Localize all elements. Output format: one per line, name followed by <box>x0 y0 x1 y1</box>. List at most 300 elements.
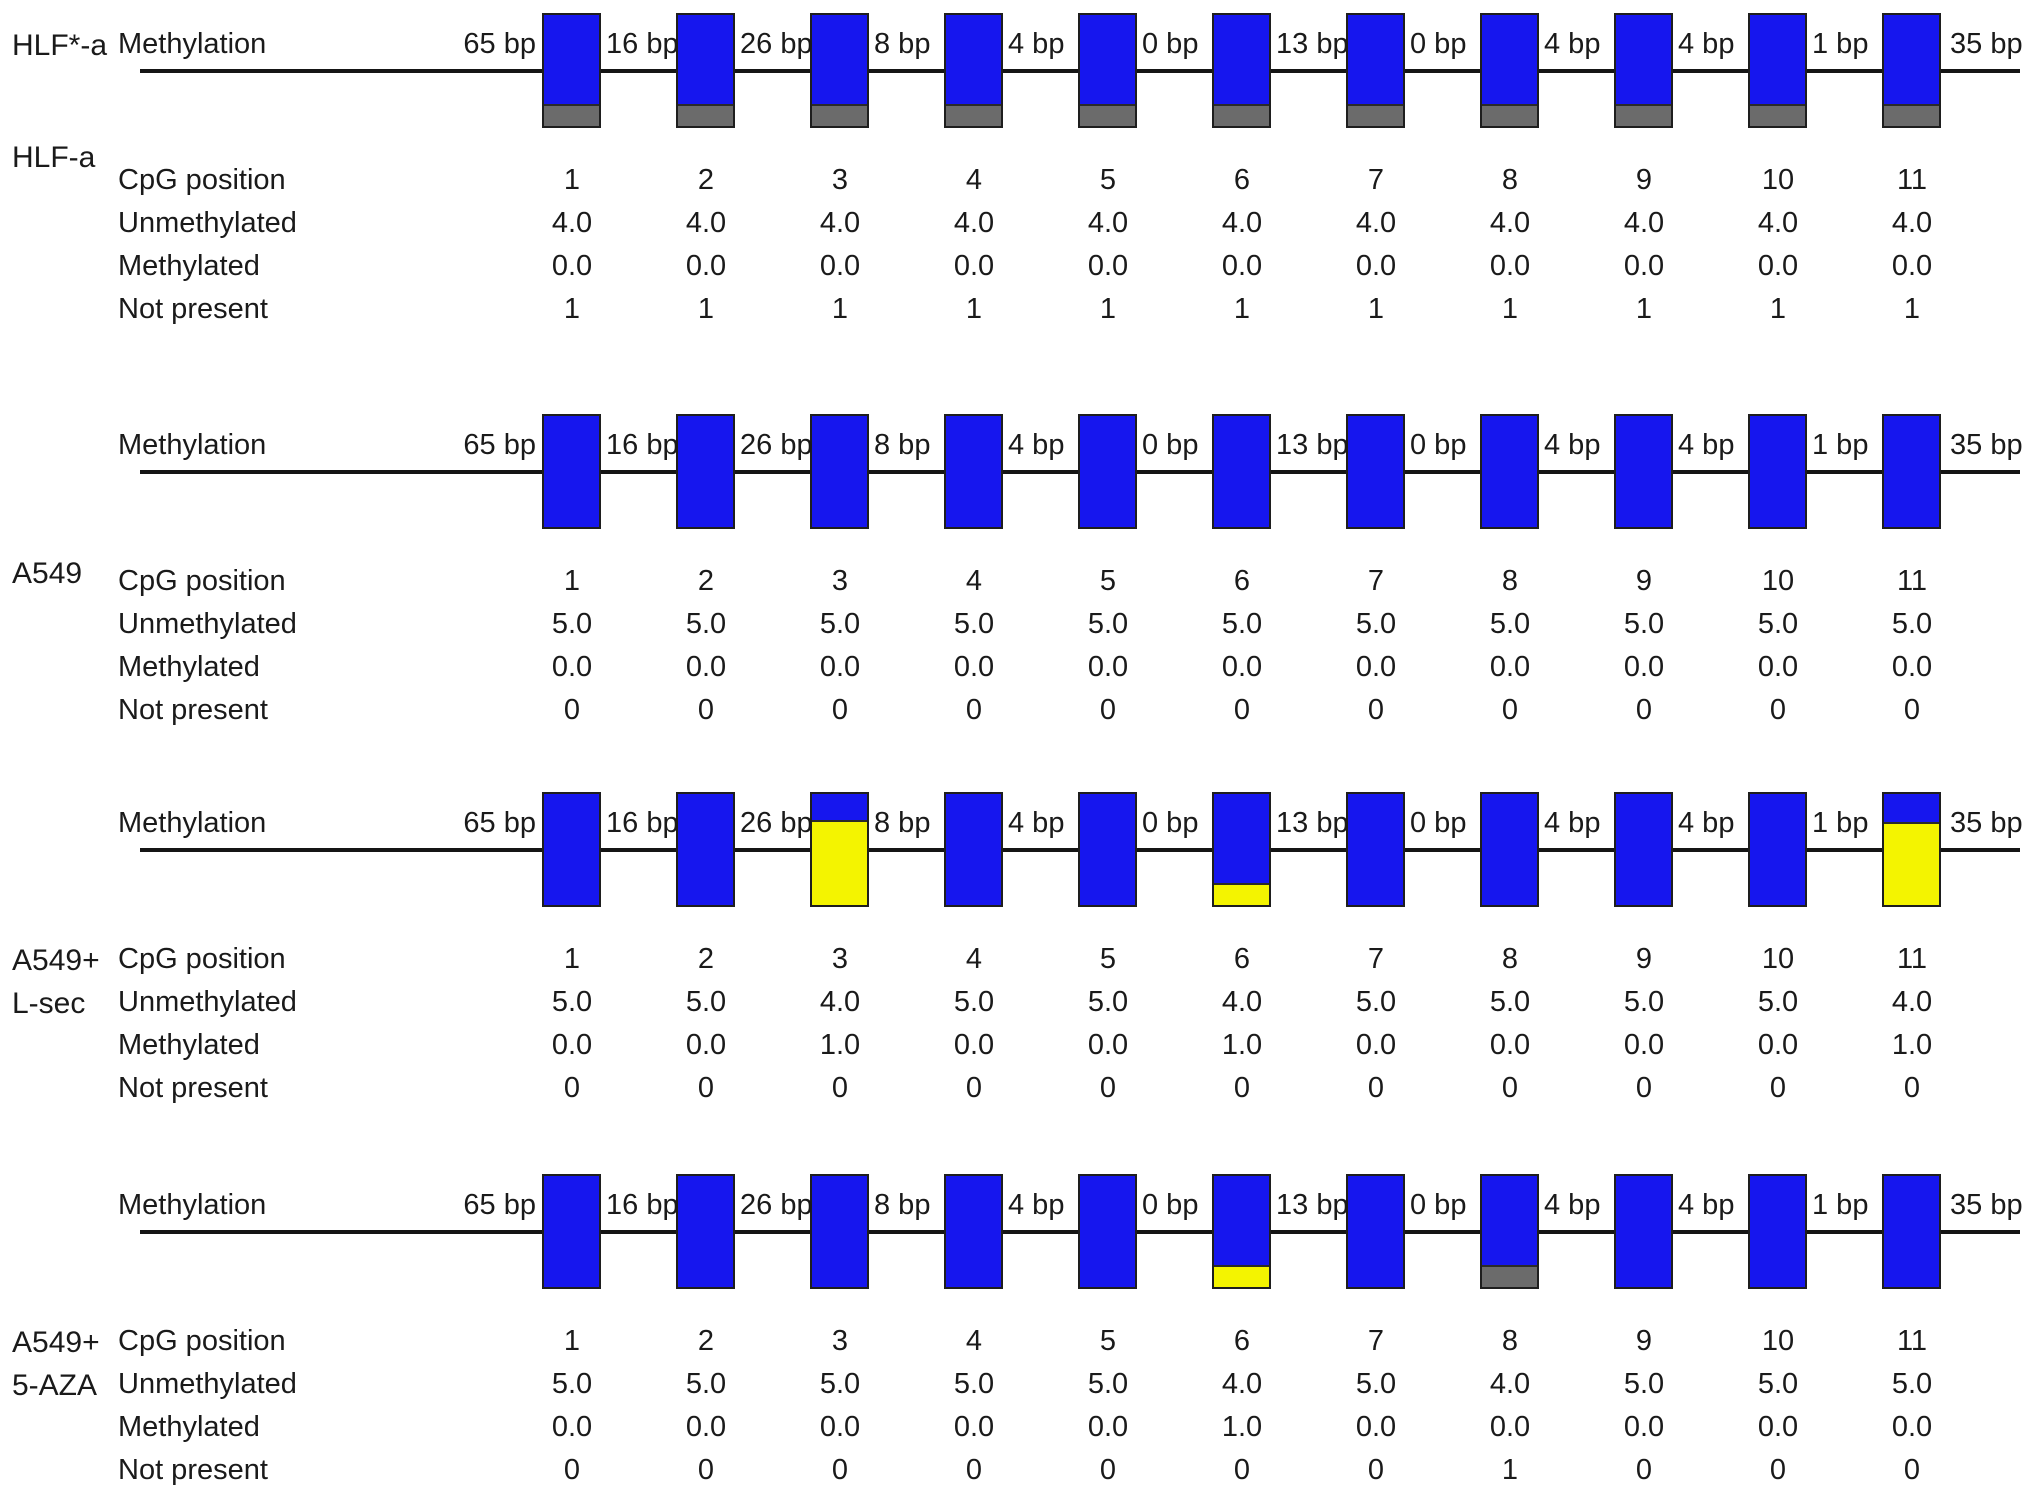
cpg-bar <box>1614 13 1673 128</box>
not-present-value: 0 <box>1367 1454 1385 1486</box>
cpg-position-value: 8 <box>1501 164 1519 196</box>
bar-segment-unmethylated <box>1482 794 1537 905</box>
cpg-bar <box>1212 13 1271 128</box>
gap-bp-label: 4 bp <box>1678 429 1735 461</box>
unmethylated-value: 5.0 <box>1221 608 1263 640</box>
cpg-position-value: 6 <box>1233 565 1251 597</box>
bar-segment-unmethylated <box>1884 794 1939 822</box>
methylated-value: 0.0 <box>1623 250 1665 282</box>
not-present-value: 0 <box>1233 1454 1251 1486</box>
cpg-bar <box>1882 13 1941 128</box>
cpg-position-value: 8 <box>1501 565 1519 597</box>
cpg-position-value: 2 <box>697 164 715 196</box>
cpg-bar <box>810 414 869 529</box>
gap-bp-label: 4 bp <box>1008 807 1065 839</box>
not-present-value: 0 <box>1769 1454 1787 1486</box>
methylation-row-label: Methylation <box>118 429 267 461</box>
methylation-row-label: Methylation <box>118 1189 267 1221</box>
cpg-position-row-label: CpG position <box>118 164 286 196</box>
cpg-bar <box>1346 414 1405 529</box>
cpg-bar <box>1078 792 1137 907</box>
unmethylated-value: 5.0 <box>685 608 727 640</box>
not-present-value: 0 <box>1233 694 1251 726</box>
gap-bp-label: 8 bp <box>874 807 931 839</box>
cpg-bar <box>676 414 735 529</box>
bar-segment-methylated <box>1214 1265 1269 1287</box>
unmethylated-value: 4.0 <box>1891 986 1933 1018</box>
gap-bp-label: 35 bp <box>1950 1189 2023 1221</box>
bar-segment-not-present <box>946 104 1001 126</box>
bar-segment-unmethylated <box>812 15 867 104</box>
sample-label: 5-AZA <box>12 1369 98 1402</box>
cpg-bar <box>1212 792 1271 907</box>
bar-segment-unmethylated <box>1750 15 1805 104</box>
not-present-value: 1 <box>1769 293 1787 325</box>
bar-segment-unmethylated <box>544 794 599 905</box>
not-present-value: 1 <box>1501 1454 1519 1486</box>
cpg-position-value: 3 <box>831 565 849 597</box>
not-present-value: 0 <box>965 1072 983 1104</box>
bar-segment-not-present <box>812 104 867 126</box>
cpg-bar <box>944 792 1003 907</box>
unmethylated-value: 5.0 <box>1087 608 1129 640</box>
unmethylated-value: 5.0 <box>1757 608 1799 640</box>
cpg-position-value: 2 <box>697 943 715 975</box>
bar-segment-not-present <box>1750 104 1805 126</box>
cpg-position-value: 4 <box>965 164 983 196</box>
not-present-value: 0 <box>697 1454 715 1486</box>
methylated-value: 0.0 <box>551 250 593 282</box>
cpg-position-value: 9 <box>1635 1325 1653 1357</box>
methylated-value: 0.0 <box>551 651 593 683</box>
bar-segment-unmethylated <box>1214 794 1269 883</box>
cpg-bar <box>1078 13 1137 128</box>
gap-bp-label: 4 bp <box>1678 28 1735 60</box>
gap-bp-label: 4 bp <box>1678 807 1735 839</box>
cpg-bar <box>542 414 601 529</box>
cpg-bar <box>944 1174 1003 1289</box>
not-present-value: 0 <box>965 1454 983 1486</box>
gap-bp-label: 4 bp <box>1544 429 1601 461</box>
gap-bp-label: 35 bp <box>1950 28 2023 60</box>
not-present-value: 0 <box>1099 1072 1117 1104</box>
bar-segment-not-present <box>1616 104 1671 126</box>
cpg-bar <box>542 13 601 128</box>
methylated-value: 0.0 <box>953 1411 995 1443</box>
cpg-position-value: 1 <box>563 1325 581 1357</box>
not-present-value: 0 <box>1769 694 1787 726</box>
not-present-value: 1 <box>965 293 983 325</box>
gap-bp-label: 1 bp <box>1812 807 1869 839</box>
gap-bp-label: 16 bp <box>606 1189 679 1221</box>
bar-segment-unmethylated <box>812 416 867 527</box>
gap-bp-label: 8 bp <box>874 1189 931 1221</box>
bar-segment-not-present <box>1884 104 1939 126</box>
cpg-bar <box>1614 414 1673 529</box>
unmethylated-value: 4.0 <box>1489 207 1531 239</box>
bar-segment-unmethylated <box>544 15 599 104</box>
gap-bp-label: 4 bp <box>1544 1189 1601 1221</box>
unmethylated-value: 4.0 <box>1891 207 1933 239</box>
cpg-bar <box>810 13 869 128</box>
not-present-row-label: Not present <box>118 1454 268 1486</box>
cpg-position-value: 3 <box>831 1325 849 1357</box>
unmethylated-value: 5.0 <box>1757 1368 1799 1400</box>
gap-bp-label: 8 bp <box>874 429 931 461</box>
bar-segment-not-present <box>1348 104 1403 126</box>
sample-label: L-sec <box>12 987 86 1020</box>
bar-segment-not-present <box>1080 104 1135 126</box>
unmethylated-value: 5.0 <box>1623 1368 1665 1400</box>
not-present-value: 1 <box>1501 293 1519 325</box>
methylated-value: 0.0 <box>1891 651 1933 683</box>
not-present-value: 0 <box>1635 694 1653 726</box>
unmethylated-value: 5.0 <box>1489 608 1531 640</box>
bar-segment-unmethylated <box>1348 794 1403 905</box>
cpg-position-value: 2 <box>697 565 715 597</box>
gap-bp-label: 13 bp <box>1276 28 1349 60</box>
not-present-value: 0 <box>697 1072 715 1104</box>
gap-bp-label: 1 bp <box>1812 429 1869 461</box>
cpg-bar <box>944 414 1003 529</box>
cpg-position-value: 10 <box>1761 565 1795 597</box>
cpg-bar <box>676 792 735 907</box>
methylated-value: 1.0 <box>1221 1029 1263 1061</box>
cpg-bar <box>944 13 1003 128</box>
cpg-position-value: 10 <box>1761 943 1795 975</box>
methylated-value: 0.0 <box>1891 250 1933 282</box>
methylated-value: 0.0 <box>1355 1029 1397 1061</box>
methylated-value: 0.0 <box>1489 1029 1531 1061</box>
unmethylated-value: 4.0 <box>819 207 861 239</box>
methylated-value: 0.0 <box>1489 1411 1531 1443</box>
cpg-position-value: 7 <box>1367 164 1385 196</box>
bar-segment-unmethylated <box>1482 15 1537 104</box>
not-present-value: 0 <box>563 1072 581 1104</box>
cpg-position-row-label: CpG position <box>118 943 286 975</box>
cpg-position-value: 8 <box>1501 1325 1519 1357</box>
unmethylated-value: 5.0 <box>1891 608 1933 640</box>
cpg-position-value: 7 <box>1367 943 1385 975</box>
cpg-bar <box>1212 414 1271 529</box>
cpg-bar <box>1346 1174 1405 1289</box>
cpg-position-value: 4 <box>965 1325 983 1357</box>
not-present-value: 1 <box>831 293 849 325</box>
unmethylated-value: 5.0 <box>551 608 593 640</box>
methylated-value: 0.0 <box>1623 1029 1665 1061</box>
unmethylated-value: 5.0 <box>685 1368 727 1400</box>
methylation-row-label: Methylation <box>118 28 267 60</box>
gap-bp-label: 4 bp <box>1008 28 1065 60</box>
bar-segment-unmethylated <box>1348 15 1403 104</box>
gap-bp-label: 65 bp <box>463 429 536 461</box>
cpg-position-value: 8 <box>1501 943 1519 975</box>
methylated-value: 0.0 <box>1221 250 1263 282</box>
cpg-position-value: 5 <box>1099 565 1117 597</box>
cpg-position-value: 11 <box>1896 565 1928 597</box>
methylated-value: 0.0 <box>685 651 727 683</box>
bar-segment-unmethylated <box>946 1176 1001 1287</box>
not-present-value: 0 <box>831 694 849 726</box>
cpg-bar <box>1748 1174 1807 1289</box>
gap-bp-label: 26 bp <box>740 429 813 461</box>
not-present-value: 0 <box>1635 1454 1653 1486</box>
bar-segment-unmethylated <box>1616 794 1671 905</box>
cpg-position-value: 2 <box>697 1325 715 1357</box>
cpg-position-value: 6 <box>1233 943 1251 975</box>
unmethylated-row-label: Unmethylated <box>118 207 297 239</box>
methylated-value: 0.0 <box>1355 250 1397 282</box>
cpg-position-value: 9 <box>1635 565 1653 597</box>
gap-bp-label: 0 bp <box>1142 429 1199 461</box>
bar-segment-unmethylated <box>946 416 1001 527</box>
methylated-value: 0.0 <box>953 250 995 282</box>
gap-bp-label: 0 bp <box>1142 1189 1199 1221</box>
methylated-value: 0.0 <box>685 250 727 282</box>
gap-bp-label: 0 bp <box>1410 1189 1467 1221</box>
sample-label: HLF-a <box>12 141 96 174</box>
bar-segment-unmethylated <box>1080 15 1135 104</box>
cpg-bar <box>676 13 735 128</box>
not-present-value: 0 <box>1367 1072 1385 1104</box>
methylated-value: 0.0 <box>819 250 861 282</box>
bar-segment-unmethylated <box>1080 794 1135 905</box>
methylated-value: 0.0 <box>1221 651 1263 683</box>
gap-bp-label: 0 bp <box>1142 28 1199 60</box>
unmethylated-value: 5.0 <box>551 1368 593 1400</box>
gap-bp-label: 35 bp <box>1950 429 2023 461</box>
bar-segment-unmethylated <box>1482 1176 1537 1265</box>
methylated-value: 0.0 <box>1623 1411 1665 1443</box>
cpg-position-value: 11 <box>1896 1325 1928 1357</box>
unmethylated-value: 4.0 <box>1221 986 1263 1018</box>
unmethylated-value: 5.0 <box>1623 986 1665 1018</box>
bar-segment-unmethylated <box>1884 1176 1939 1287</box>
cpg-position-value: 1 <box>563 164 581 196</box>
bar-segment-unmethylated <box>1750 1176 1805 1287</box>
cpg-position-value: 9 <box>1635 164 1653 196</box>
not-present-value: 0 <box>1233 1072 1251 1104</box>
unmethylated-value: 5.0 <box>1087 1368 1129 1400</box>
not-present-value: 0 <box>1903 694 1921 726</box>
cpg-position-row-label: CpG position <box>118 565 286 597</box>
not-present-value: 1 <box>1099 293 1117 325</box>
methylated-value: 0.0 <box>953 1029 995 1061</box>
cpg-bar <box>1748 13 1807 128</box>
gap-bp-label: 4 bp <box>1544 807 1601 839</box>
methylated-value: 0.0 <box>551 1411 593 1443</box>
gap-bp-label: 13 bp <box>1276 429 1349 461</box>
methylated-value: 0.0 <box>819 651 861 683</box>
gap-bp-label: 65 bp <box>463 1189 536 1221</box>
not-present-value: 0 <box>1903 1454 1921 1486</box>
bar-segment-unmethylated <box>812 794 867 820</box>
cpg-bar <box>1480 13 1539 128</box>
bar-segment-unmethylated <box>1616 1176 1671 1287</box>
bar-segment-unmethylated <box>678 794 733 905</box>
unmethylated-value: 4.0 <box>819 986 861 1018</box>
bar-segment-unmethylated <box>1884 416 1939 527</box>
methylated-value: 0.0 <box>1087 1029 1129 1061</box>
not-present-value: 0 <box>831 1072 849 1104</box>
gap-bp-label: 0 bp <box>1410 429 1467 461</box>
gap-bp-label: 0 bp <box>1410 28 1467 60</box>
cpg-bar <box>1748 792 1807 907</box>
unmethylated-value: 4.0 <box>1489 1368 1531 1400</box>
cpg-position-value: 10 <box>1761 1325 1795 1357</box>
methylated-value: 0.0 <box>1355 651 1397 683</box>
cpg-position-value: 3 <box>831 943 849 975</box>
gap-bp-label: 4 bp <box>1008 1189 1065 1221</box>
cpg-position-value: 11 <box>1896 943 1928 975</box>
methylated-row-label: Methylated <box>118 651 260 683</box>
not-present-value: 1 <box>1367 293 1385 325</box>
gap-bp-label: 16 bp <box>606 429 679 461</box>
cpg-position-value: 5 <box>1099 943 1117 975</box>
cpg-bar <box>1882 792 1941 907</box>
bar-segment-unmethylated <box>946 15 1001 104</box>
sample-label: HLF*-a <box>12 29 108 62</box>
unmethylated-value: 5.0 <box>1757 986 1799 1018</box>
bar-segment-methylated <box>812 820 867 905</box>
cpg-position-value: 1 <box>563 565 581 597</box>
gap-bp-label: 0 bp <box>1410 807 1467 839</box>
bar-segment-unmethylated <box>812 1176 867 1287</box>
unmethylated-row-label: Unmethylated <box>118 986 297 1018</box>
bar-segment-unmethylated <box>678 416 733 527</box>
bar-segment-unmethylated <box>1482 416 1537 527</box>
cpg-position-value: 5 <box>1099 1325 1117 1357</box>
not-present-value: 0 <box>1367 694 1385 726</box>
cpg-bar <box>1748 414 1807 529</box>
bar-segment-unmethylated <box>678 15 733 104</box>
methylated-value: 0.0 <box>953 651 995 683</box>
not-present-value: 1 <box>1635 293 1653 325</box>
cpg-position-value: 7 <box>1367 1325 1385 1357</box>
bar-segment-unmethylated <box>678 1176 733 1287</box>
cpg-bar <box>1480 1174 1539 1289</box>
not-present-value: 0 <box>563 1454 581 1486</box>
bar-segment-unmethylated <box>1080 1176 1135 1287</box>
cpg-bar <box>1882 414 1941 529</box>
bar-segment-unmethylated <box>1750 794 1805 905</box>
unmethylated-value: 5.0 <box>1891 1368 1933 1400</box>
cpg-position-value: 3 <box>831 164 849 196</box>
gap-bp-label: 13 bp <box>1276 1189 1349 1221</box>
gap-bp-label: 4 bp <box>1544 28 1601 60</box>
bar-segment-unmethylated <box>1214 1176 1269 1265</box>
unmethylated-value: 4.0 <box>1221 1368 1263 1400</box>
cpg-position-value: 6 <box>1233 164 1251 196</box>
cpg-bar <box>1346 13 1405 128</box>
unmethylated-value: 5.0 <box>1623 608 1665 640</box>
gap-bp-label: 13 bp <box>1276 807 1349 839</box>
bar-segment-unmethylated <box>544 1176 599 1287</box>
methylated-value: 1.0 <box>1891 1029 1933 1061</box>
unmethylated-row-label: Unmethylated <box>118 608 297 640</box>
bar-segment-unmethylated <box>1884 15 1939 104</box>
methylated-value: 0.0 <box>685 1029 727 1061</box>
methylation-row-label: Methylation <box>118 807 267 839</box>
bar-segment-unmethylated <box>1080 416 1135 527</box>
cpg-bar <box>542 792 601 907</box>
unmethylated-value: 5.0 <box>1087 986 1129 1018</box>
methylated-value: 0.0 <box>551 1029 593 1061</box>
gap-bp-label: 26 bp <box>740 1189 813 1221</box>
bar-segment-unmethylated <box>1214 15 1269 104</box>
methylated-value: 1.0 <box>1221 1411 1263 1443</box>
methylated-value: 1.0 <box>819 1029 861 1061</box>
unmethylated-value: 5.0 <box>1355 1368 1397 1400</box>
unmethylated-row-label: Unmethylated <box>118 1368 297 1400</box>
bar-segment-unmethylated <box>1348 416 1403 527</box>
methylated-row-label: Methylated <box>118 250 260 282</box>
cpg-position-value: 9 <box>1635 943 1653 975</box>
not-present-value: 0 <box>1635 1072 1653 1104</box>
gap-bp-label: 4 bp <box>1008 429 1065 461</box>
cpg-position-value: 7 <box>1367 565 1385 597</box>
cpg-position-value: 11 <box>1896 164 1928 196</box>
unmethylated-value: 5.0 <box>953 1368 995 1400</box>
bar-segment-unmethylated <box>1616 416 1671 527</box>
methylated-row-label: Methylated <box>118 1029 260 1061</box>
gap-bp-label: 1 bp <box>1812 28 1869 60</box>
not-present-value: 0 <box>831 1454 849 1486</box>
cpg-position-value: 1 <box>563 943 581 975</box>
methylated-value: 0.0 <box>1623 651 1665 683</box>
unmethylated-value: 5.0 <box>551 986 593 1018</box>
gap-bp-label: 16 bp <box>606 28 679 60</box>
cpg-bar <box>542 1174 601 1289</box>
bar-segment-not-present <box>678 104 733 126</box>
gap-bp-label: 0 bp <box>1142 807 1199 839</box>
sample-label: A549 <box>12 557 83 590</box>
cpg-position-value: 5 <box>1099 164 1117 196</box>
unmethylated-value: 4.0 <box>1221 207 1263 239</box>
bar-segment-unmethylated <box>1616 15 1671 104</box>
methylated-value: 0.0 <box>1087 651 1129 683</box>
unmethylated-value: 5.0 <box>819 608 861 640</box>
cpg-position-value: 4 <box>965 943 983 975</box>
cpg-position-value: 6 <box>1233 1325 1251 1357</box>
not-present-value: 0 <box>563 694 581 726</box>
bar-segment-unmethylated <box>1348 1176 1403 1287</box>
unmethylated-value: 4.0 <box>1355 207 1397 239</box>
not-present-value: 0 <box>1099 694 1117 726</box>
not-present-value: 0 <box>1501 694 1519 726</box>
methylated-value: 0.0 <box>685 1411 727 1443</box>
methylated-value: 0.0 <box>1489 250 1531 282</box>
not-present-value: 0 <box>1769 1072 1787 1104</box>
cpg-bar <box>1078 1174 1137 1289</box>
not-present-value: 1 <box>697 293 715 325</box>
cpg-bar <box>1614 792 1673 907</box>
unmethylated-value: 4.0 <box>1623 207 1665 239</box>
unmethylated-value: 4.0 <box>685 207 727 239</box>
unmethylated-value: 5.0 <box>953 986 995 1018</box>
unmethylated-value: 5.0 <box>819 1368 861 1400</box>
not-present-value: 1 <box>1233 293 1251 325</box>
methylated-value: 0.0 <box>819 1411 861 1443</box>
not-present-value: 0 <box>965 694 983 726</box>
unmethylated-value: 4.0 <box>551 207 593 239</box>
unmethylated-value: 5.0 <box>1355 986 1397 1018</box>
bar-segment-not-present <box>1482 1265 1537 1287</box>
gap-bp-label: 16 bp <box>606 807 679 839</box>
bar-segment-unmethylated <box>544 416 599 527</box>
methylated-value: 0.0 <box>1355 1411 1397 1443</box>
gap-bp-label: 1 bp <box>1812 1189 1869 1221</box>
